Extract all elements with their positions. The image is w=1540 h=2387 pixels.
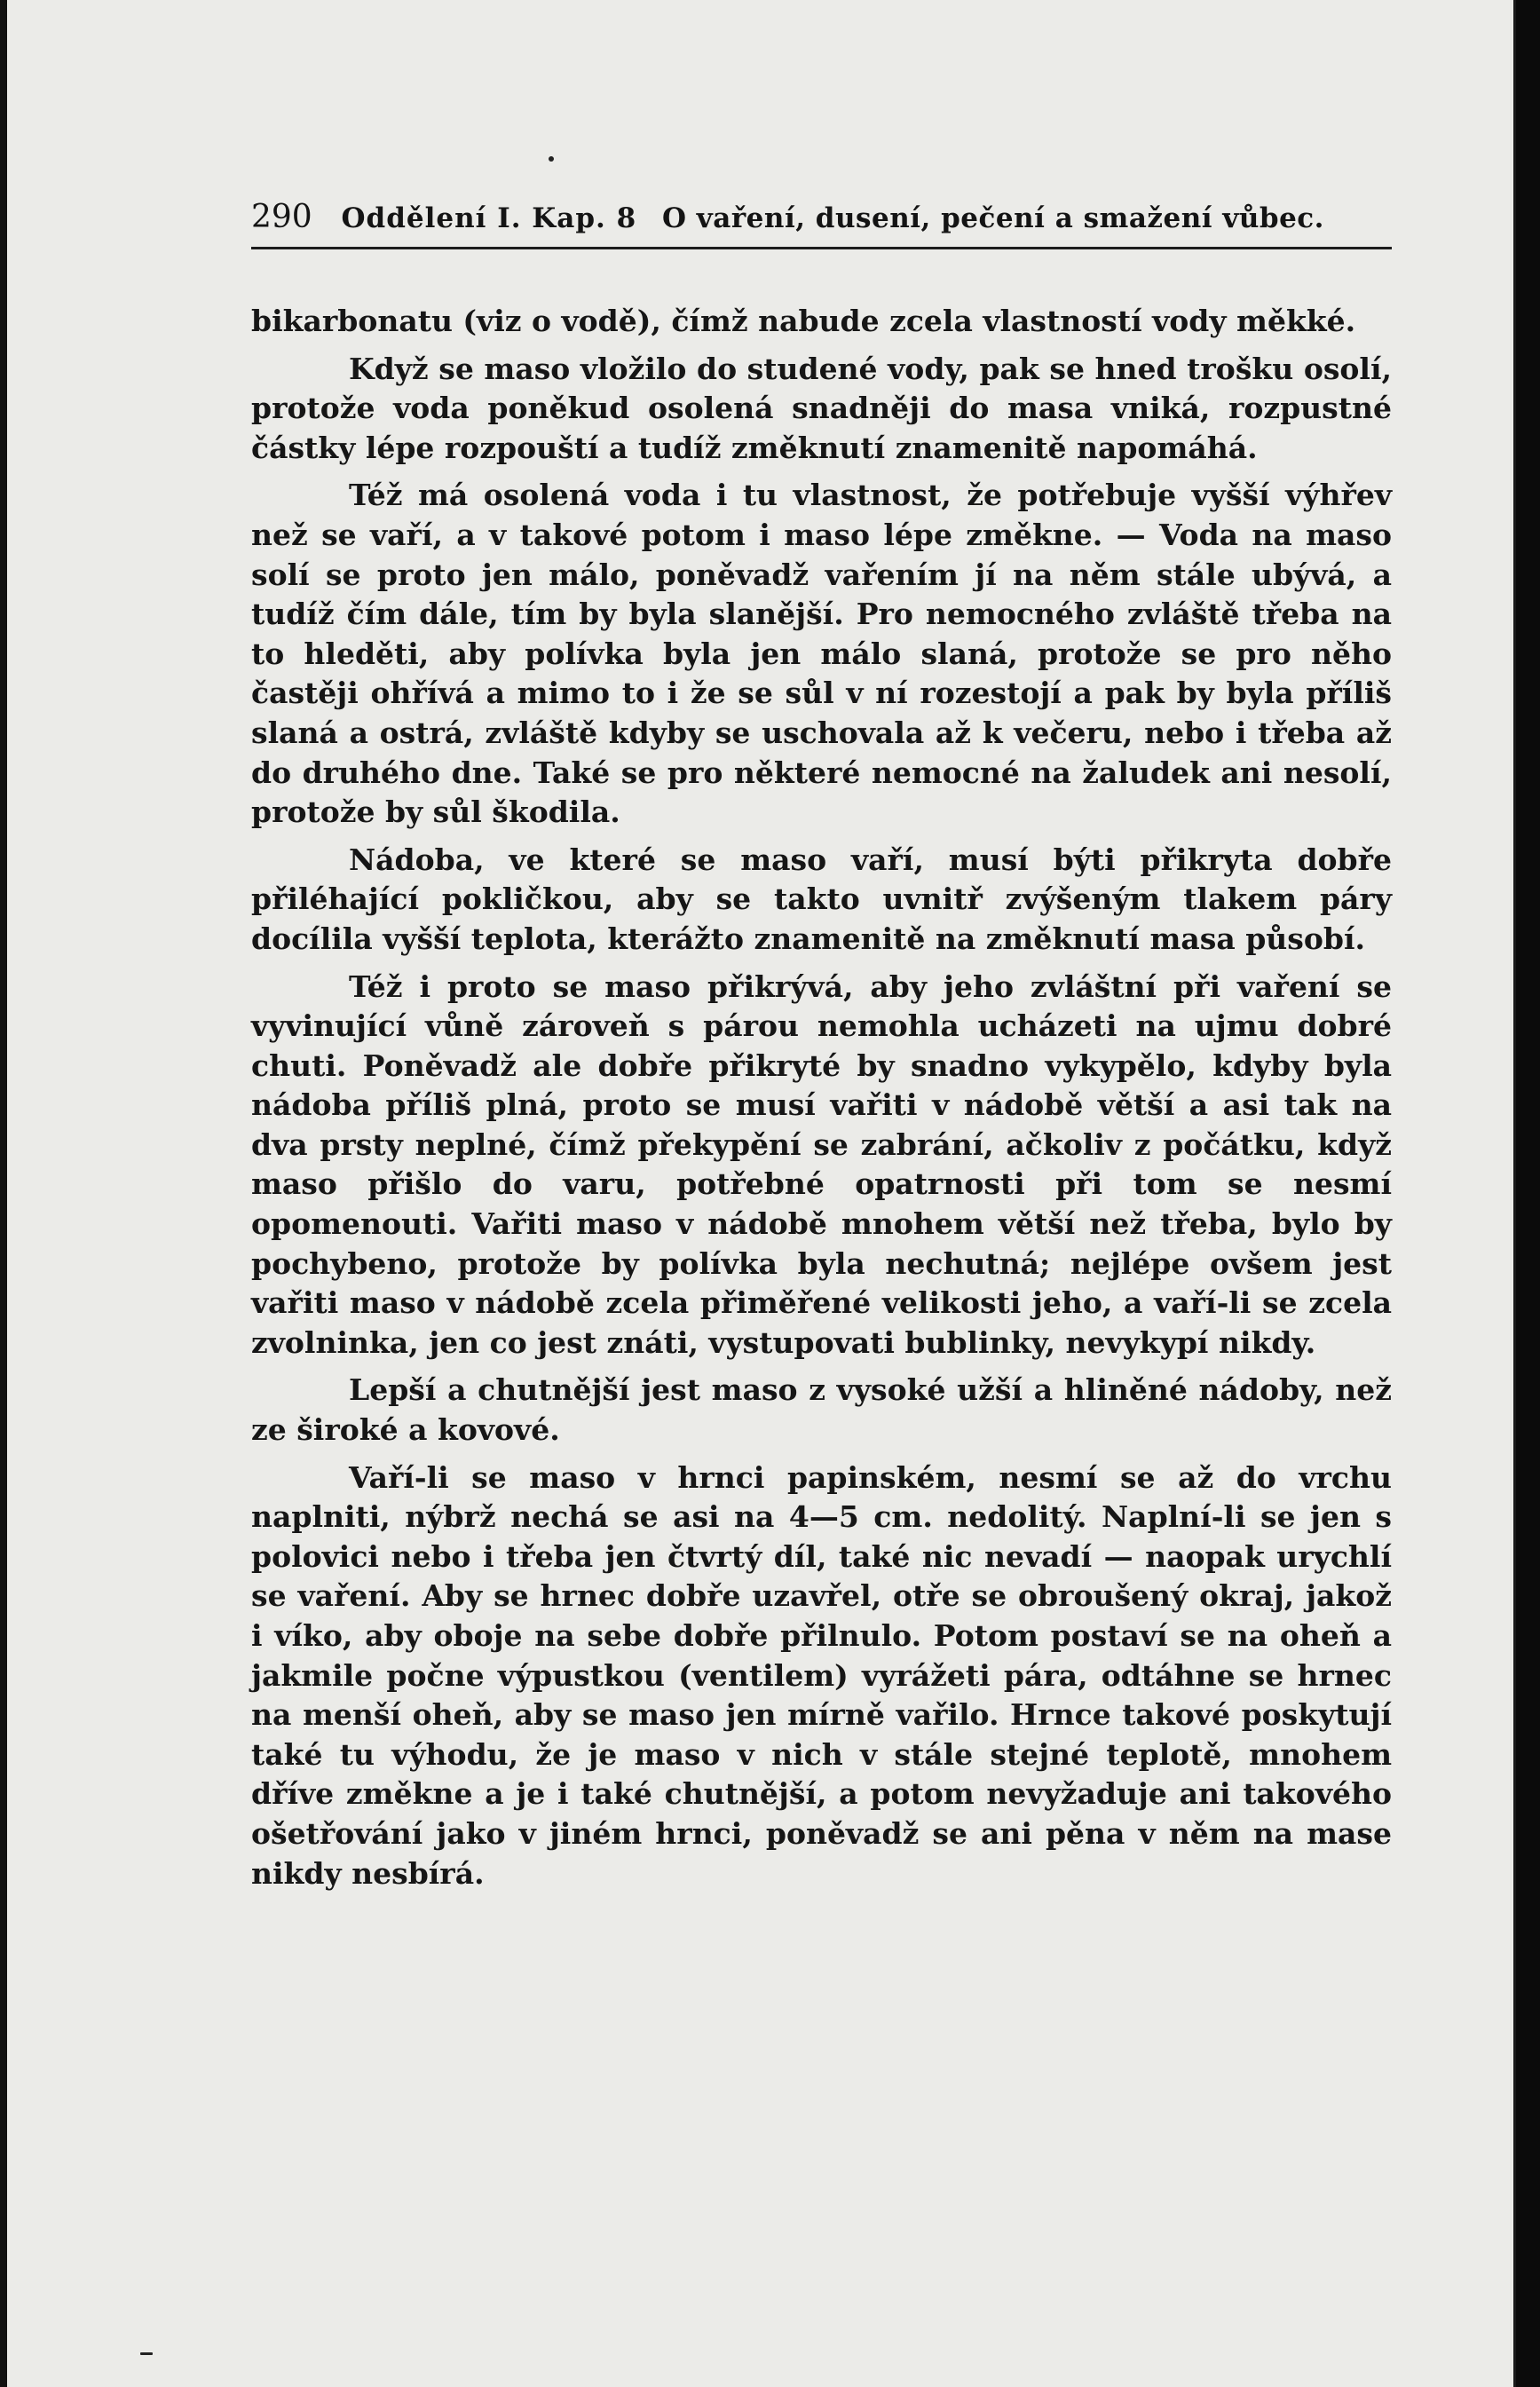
section-title: O vaření, dusení, pečení a smažení vůbec. (661, 202, 1324, 234)
paragraph: Lepší a chutnější jest maso z vysoké užší a hliněné nádoby, než ze široké a kovové. (251, 1372, 1392, 1448)
paragraph: Když se maso vložilo do studené vody, pak se hned trošku osolí, protože voda poněkud osolená snadněji do masa vniká, rozpustné částky lépe rozpouští a tudíž změknutí znamenitě napomáhá. (251, 351, 1392, 465)
paragraph: Vaří-li se maso v hrnci papinském, nesmí se až do vrchu naplniti, nýbrž nechá se asi na 4—5 cm. nedolitý. Naplní-li se jen s polovici nebo i třeba jen čtvrtý díl, také nic nevadí — naopak urychlí se vaření. Aby se hrnec dobře uzavřel, otře se obroušený okraj, jakož i víko, aby oboje na sebe dobře přilnulo. Potom postaví se na oheň a jakmile počne výpustkou (ventilem) vyrážeti pára, odtáhne se hrnec na menší oheň, aby se maso jen mírně vařilo. Hrnce takové poskytují také tu výhodu, že je maso v nich v stále stejné teplotě, mnohem dříve změkne a je i také chutnější, a potom nevyžaduje ani takového ošetřování jako v jiném hrnci, poněvadž se ani pěna v něm na mase nikdy nesbírá. (251, 1459, 1392, 1891)
paragraph: Nádoba, ve které se maso vaří, musí býti přikryta dobře přiléhající pokličkou, aby se takto uvnitř zvýšeným tlakem páry docílila vyšší teplota, kterážto znamenitě na změknutí masa působí. (251, 842, 1392, 956)
paragraph: Též i proto se maso přikrývá, aby jeho zvláštní při vaření se vyvinující vůně zároveň s párou nemohla ucházeti na ujmu dobré chuti. Poněvadž ale dobře přikryté by snadno vykypělo, kdyby byla nádoba příliš plná, proto se musí vařiti v nádobě větší a asi tak na dva prsty neplné, čímž překypění se zabrání, ačkoliv z počátku, když maso přišlo do varu, potřebné opatrnosti při tom se nesmí opomenouti. Vařiti maso v nádobě mnohem větší než třeba, bylo by pochybeno, protože by polívka byla nechutná; nejlépe ovšem jest vařiti maso v nádobě zcela přiměřené velikosti jeho, a vaří-li se zcela zvolninka, jen co jest znáti, vystupovati bublinky, nevykypí nikdy. (251, 968, 1392, 1360)
running-header (251, 199, 1392, 235)
paragraph: bikarbonatu (viz o vodě), čímž nabude zcela vlastností vody měkké. (251, 304, 1356, 338)
page-number: 290 (251, 199, 312, 235)
chapter-label: Oddělení I. Kap. 8 (341, 202, 637, 234)
speck (549, 156, 554, 162)
speck (140, 2352, 153, 2355)
page-body (251, 302, 1392, 1901)
header-rule (251, 247, 1392, 249)
paragraph: Též má osolená voda i tu vlastnost, že potřebuje vyšší výhřev než se vaří, a v takové potom i maso lépe změkne. — Voda na maso solí se proto jen málo, poněvadž vařením jí na něm stále ubývá, a tudíž čím dále, tím by byla slanější. Pro nemocného zvláště třeba na to hleděti, aby polívka byla jen málo slaná, protože se pro něho častěji ohřívá a mimo to i že se sůl v ní rozestojí a pak by byla příliš slaná a ostrá, zvláště kdyby se uschovala až k večeru, nebo i třeba až do druhého dne. Také se pro některé nemocné na žaludek ani nesolí, protože by sůl škodila. (251, 478, 1392, 830)
scan-left-edge (0, 0, 7, 2387)
